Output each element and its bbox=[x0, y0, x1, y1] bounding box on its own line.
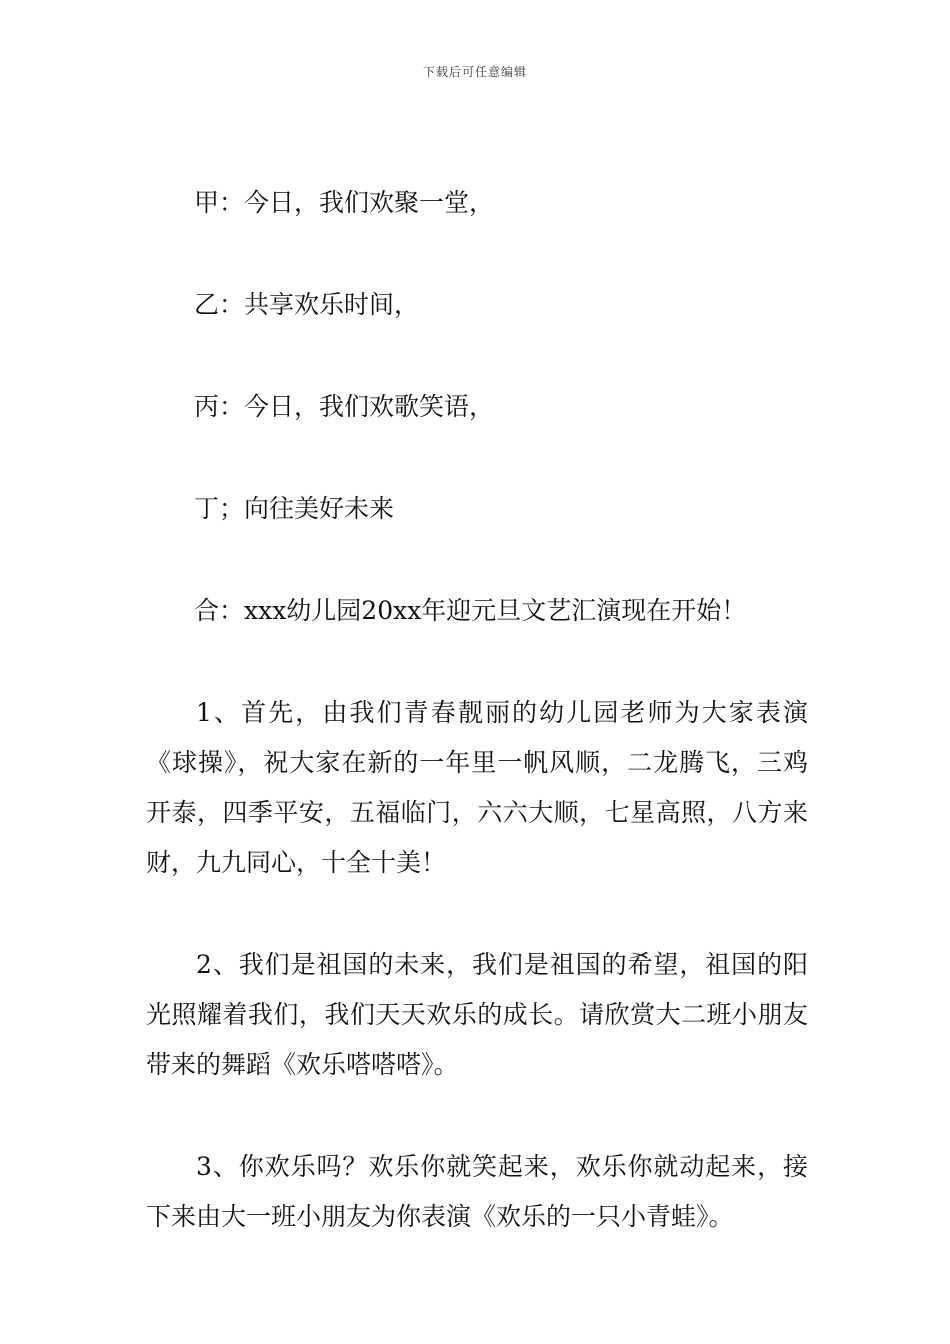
dialog-line-he: 合：xxx幼儿园20xx年迎元旦文艺汇演现在开始！ bbox=[194, 596, 747, 625]
program-item-3: 3、你欢乐吗？欢乐你就笑起来，欢乐你就动起来，接下来由大一班小朋友为你表演《欢乐的一只小青蛙》。 bbox=[146, 1152, 808, 1231]
document-body bbox=[146, 178, 808, 1294]
program-item-2: 2、我们是祖国的未来，我们是祖国的希望，祖国的阳光照耀着我们，我们天天欢乐的成长。请欣赏大二班小朋友带来的舞蹈《欢乐嗒嗒嗒》。 bbox=[146, 950, 808, 1079]
program-item-1: 1、首先，由我们青春靓丽的幼儿园老师为大家表演《球操》，祝大家在新的一年里一帆风顺，二龙腾飞，三鸡开泰，四季平安，五福临门，六六大顺，七星高照，八方来财，九九同心，十全十美！ bbox=[146, 698, 808, 877]
dialog-line-yi: 乙：共享欢乐时间， bbox=[194, 290, 420, 319]
page-header: 下载后可任意编辑 bbox=[422, 65, 527, 79]
dialog-line-bing: 丙：今日，我们欢歌笑语， bbox=[194, 392, 495, 421]
dialog-line-ding: 丁；向往美好未来 bbox=[194, 494, 395, 523]
dialog-line-jia: 甲：今日，我们欢聚一堂， bbox=[194, 188, 495, 217]
